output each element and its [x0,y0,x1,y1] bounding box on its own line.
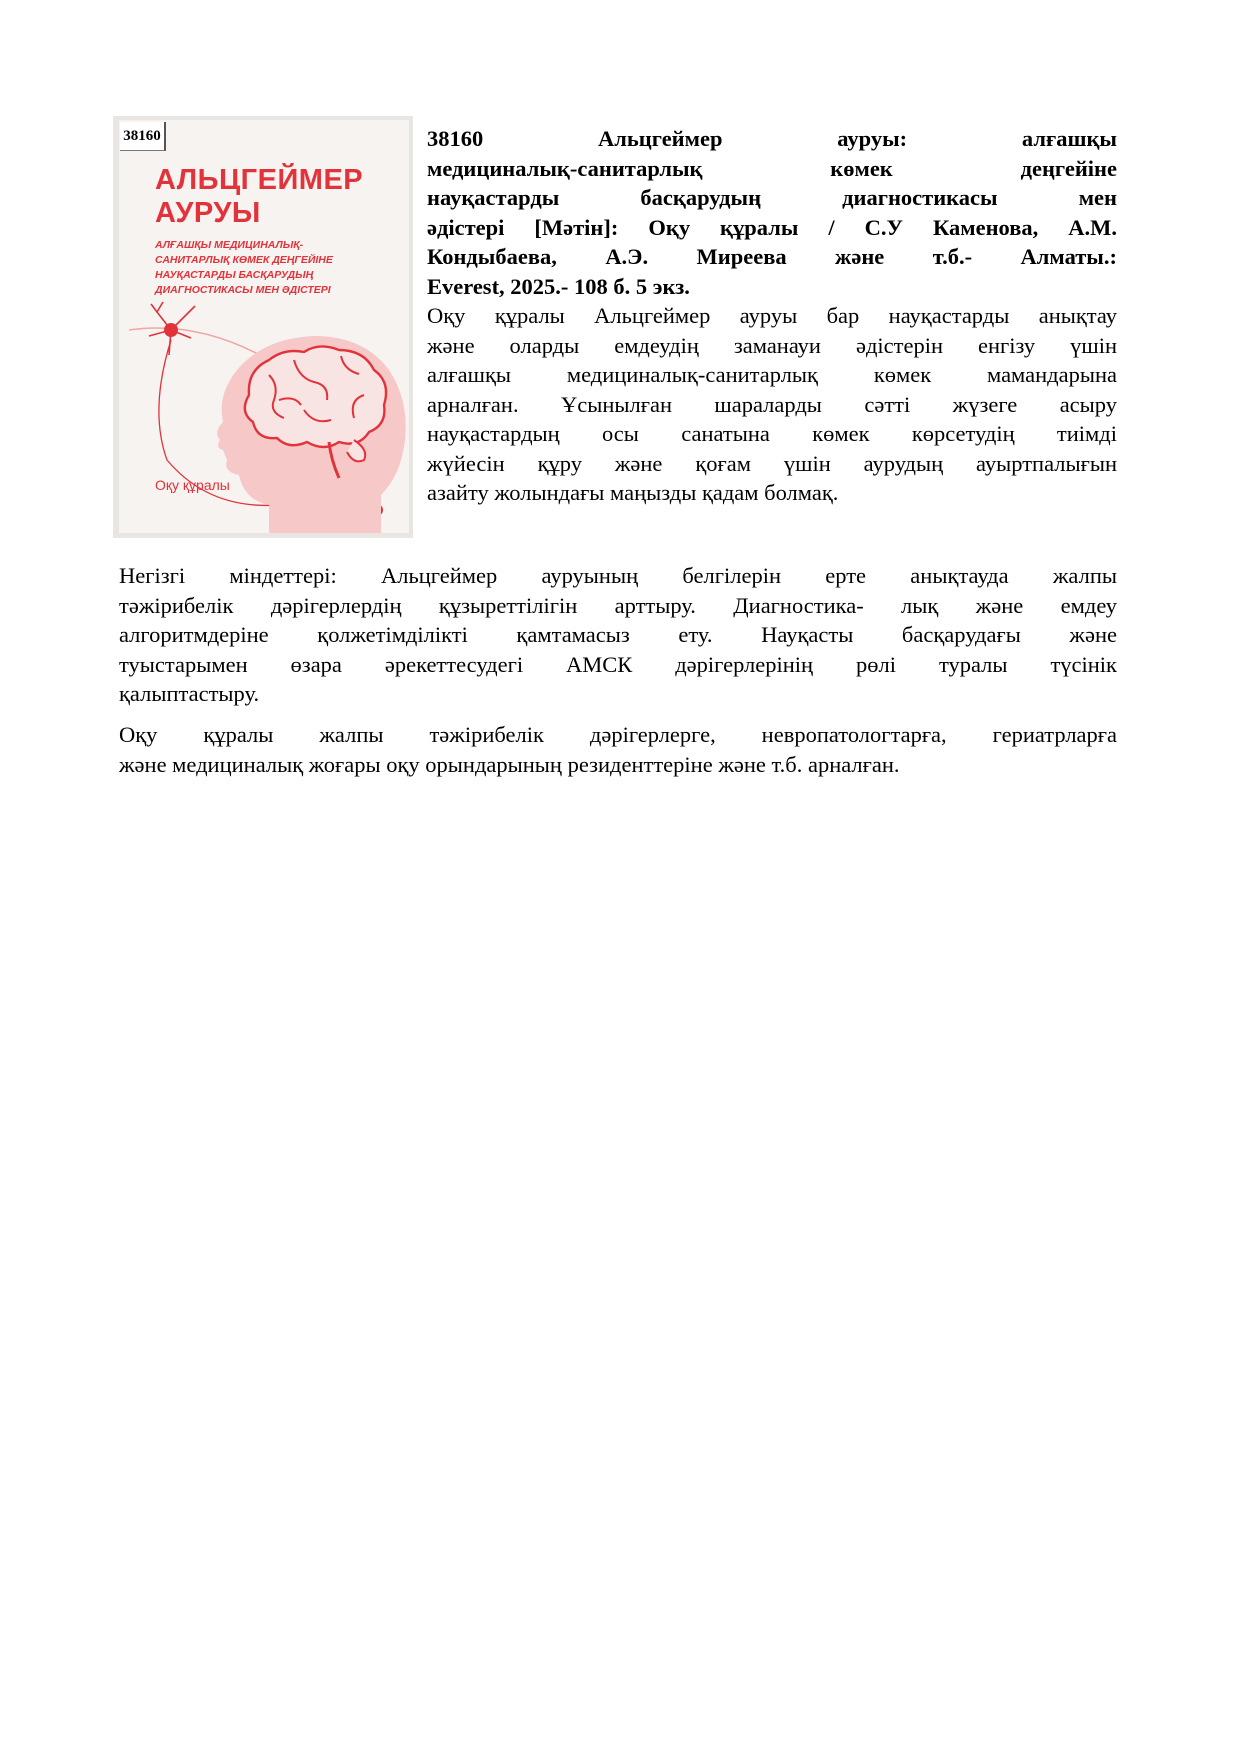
tasks-line: қалыптастыру. [119,681,260,706]
cover-label: Оқу құралы [155,477,230,493]
heading-line: Кондыбаева, А.Э. Миреева және т.б.- Алматы.: [427,244,1117,269]
audience-line: Оқу құралы жалпы тәжірибелік дәрігерлерге, невропатологтарға, гериатрларға [119,722,1117,747]
book-cover-image [119,120,409,533]
audience-line: және медициналық жоғары оқу орындарының резиденттеріне және т.б. арналған. [119,751,900,777]
cover-subtitle-line: НАУҚАСТАРДЫ БАСҚАРУДЫҢ [155,269,314,281]
cover-subtitle-line: САНИТАРЛЫҚ КӨМЕК ДЕҢГЕЙІНЕ [155,254,333,266]
tasks-paragraph [119,561,1117,709]
heading-line: Everest, 2025.- 108 б. 5 экз. [427,273,690,299]
inventory-stamp: 38160 [120,122,166,151]
cover-subtitle-line: АЛҒАШҚЫ МЕДИЦИНАЛЫҚ- [155,239,304,251]
heading-line: 38160 Альцгеймер ауруы: алғашқы [427,126,1117,151]
heading-line: әдістері [Мәтін]: Оқу құралы / С.У Каменова, А.М. [427,214,1117,240]
tasks-line: Негізгі міндеттері: Альцгеймер ауруының белгілерін ерте анықтауда жалпы [119,563,1117,588]
annotation-line: науқастардың осы санатына көмек көрсетудің тиімді [427,421,1117,446]
cover-subtitle [155,238,405,298]
annotation-line: Оқу құралы Альцгеймер ауруы бар науқастарды анықтау [427,303,1117,328]
annotation-line: арналған. Ұсынылған шараларды сәтті жүзеге асыру [427,391,1117,417]
annotation-line: алғашқы медициналық-санитарлық көмек мамандарына [427,362,1117,387]
cover-title-line: АУРУЫ [155,197,261,229]
heading-line: медициналық-санитарлық көмек деңгейіне [427,155,1117,181]
cover-title [155,164,405,230]
annotation-line: және оларды емдеудің заманауи әдістерін енгізу үшін [427,332,1117,358]
audience-paragraph [119,720,1117,779]
cover-title-line: АЛЬЦГЕЙМЕР [155,164,364,196]
cover-subtitle-line: ДИАГНОСТИКАСЫ МЕН ӘДІСТЕРІ [155,284,331,296]
tasks-line: тәжірибелік дәрігерлердің құзыреттілігін арттыру. Диагностика- лық және емдеу [119,592,1117,618]
heading-line: науқастарды басқарудың диагностикасы мен [427,185,1117,210]
annotation-line: азайту жолындағы маңызды қадам болмақ. [427,480,839,505]
annotation-line: жүйесін құру және қоғам үшін аурудың ауыртпалығын [427,450,1117,476]
tasks-line: туыстарымен өзара әрекеттесудегі АМСК дәрігерлерінің рөлі туралы түсінік [119,651,1117,677]
tasks-line: алгоритмдеріне қолжетімділікті қамтамасыз ету. Науқасты басқарудағы және [119,622,1117,647]
entry-annotation [427,301,1117,508]
entry-heading [427,124,1117,301]
bibliographic-entry [427,124,1117,508]
head-with-brain-and-neuron-icon [119,300,409,533]
